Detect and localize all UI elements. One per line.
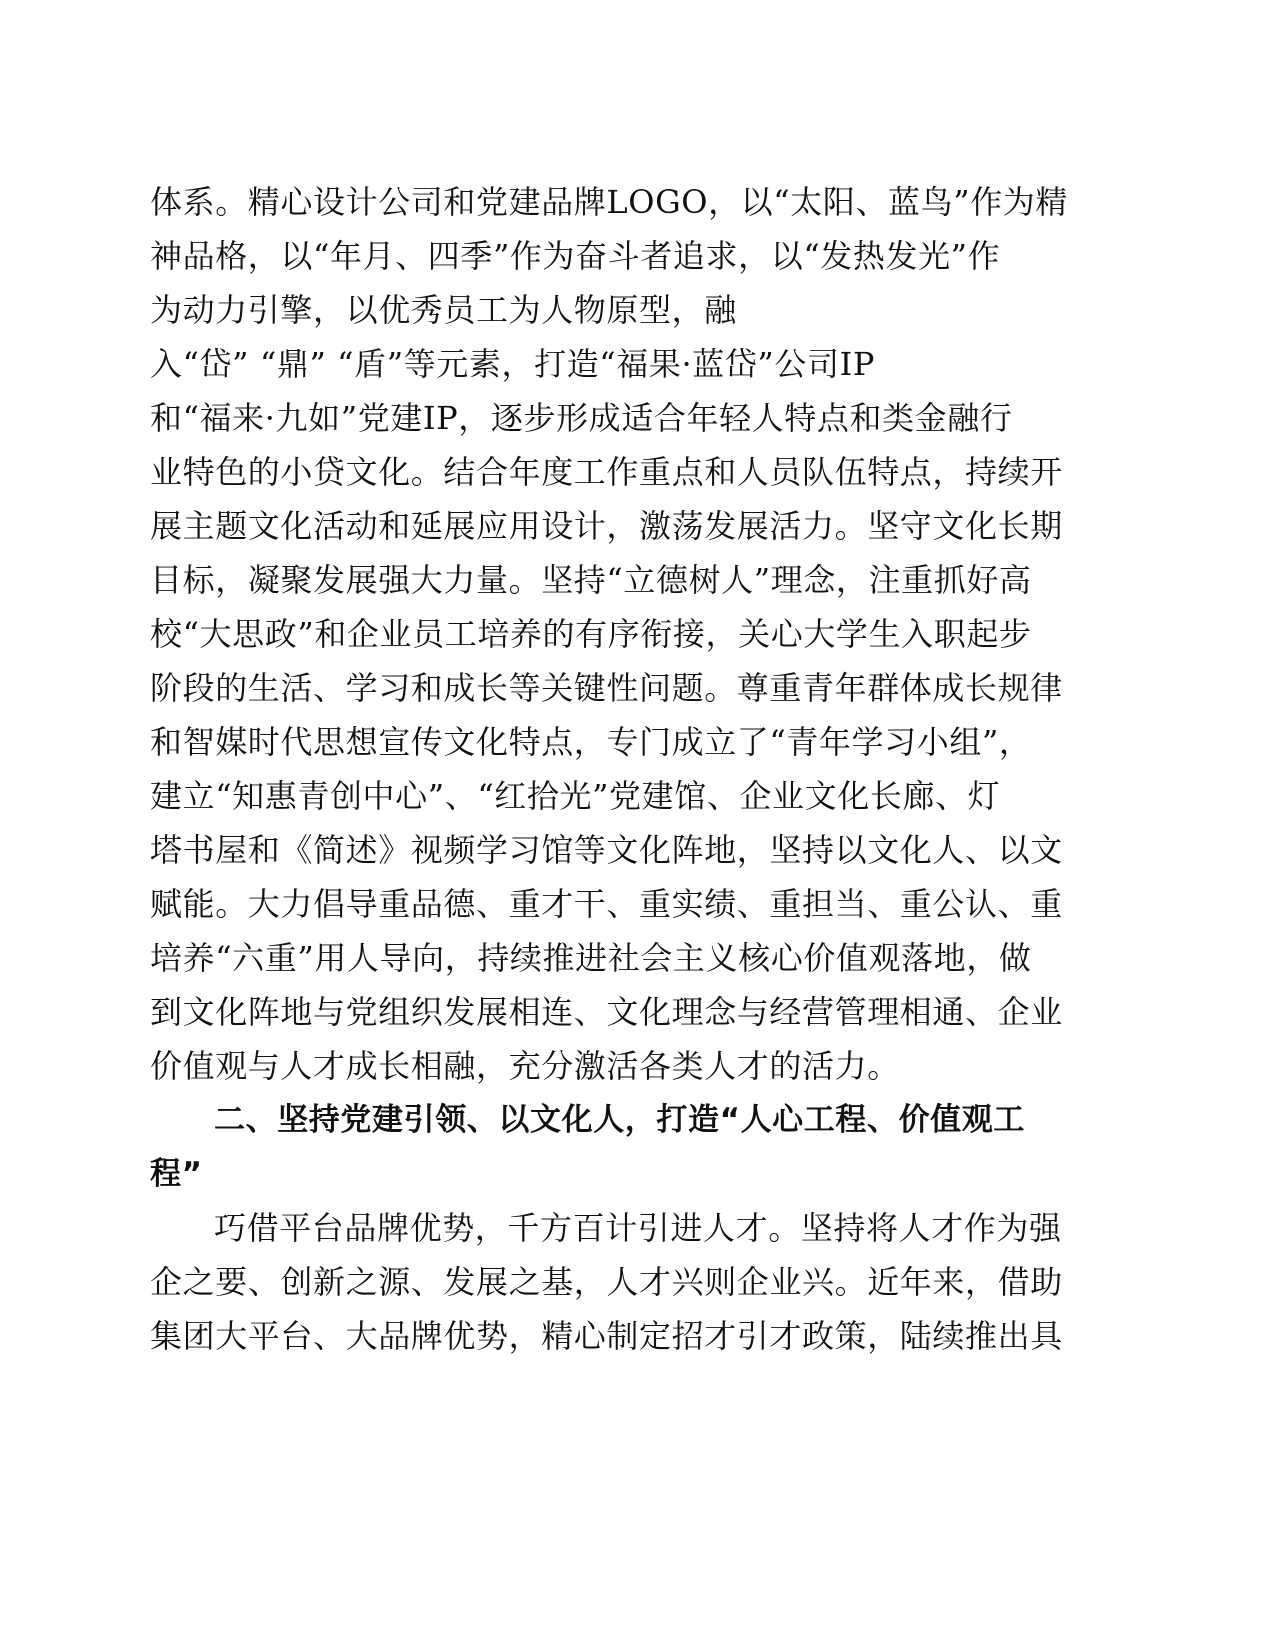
body-text-line: 和“福来·九如”党建IP，逐步形成适合年轻人特点和类金融行 bbox=[150, 399, 1013, 437]
document-page bbox=[150, 0, 1090, 1650]
body-text-line: 目标，凝聚发展强大力量。坚持“立德树人”理念，注重抓好高 bbox=[150, 561, 1032, 599]
body-text-line: 体系。精心设计公司和党建品牌LOGO，以“太阳、蓝鸟”作为精 bbox=[150, 183, 1069, 221]
body-text-line: 业特色的小贷文化。结合年度工作重点和人员队伍特点，持续开 bbox=[150, 453, 1063, 491]
body-text-line: 入“岱” “鼎” “盾”等元素，打造“福果·蓝岱”公司IP bbox=[150, 345, 875, 383]
body-text-line: 企之要、创新之源、发展之基，人才兴则企业兴。近年来，借助 bbox=[150, 1263, 1063, 1301]
body-text-line: 神品格，以“年月、四季”作为奋斗者追求，以“发热发光”作 bbox=[150, 237, 1001, 275]
body-text-line: 集团大平台、大品牌优势，精心制定招才引才政策，陆续推出具 bbox=[150, 1317, 1063, 1355]
body-text-line: 建立“知惠青创中心”、“红拾光”党建馆、企业文化长廊、灯 bbox=[150, 777, 1001, 815]
body-text-line: 培养“六重”用人导向，持续推进社会主义核心价值观落地，做 bbox=[150, 939, 1032, 977]
body-text-line: 塔书屋和《简述》视频学习馆等文化阵地，坚持以文化人、以文 bbox=[150, 831, 1063, 869]
section-heading: 二、坚持党建引领、以文化人，打造“人心工程、价值观工 bbox=[214, 1102, 1025, 1138]
body-text-line: 校“大思政”和企业员工培养的有序衔接，关心大学生入职起步 bbox=[150, 615, 1032, 653]
body-text-line: 巧借平台品牌优势，千方百计引进人才。坚持将人才作为强 bbox=[214, 1209, 1062, 1247]
body-text-line: 阶段的生活、学习和成长等关键性问题。尊重青年群体成长规律 bbox=[150, 669, 1063, 707]
body-text-line: 到文化阵地与党组织发展相连、文化理念与经营管理相通、企业 bbox=[150, 993, 1063, 1031]
body-text-line: 赋能。大力倡导重品德、重才干、重实绩、重担当、重公认、重 bbox=[150, 885, 1063, 923]
body-text-line: 价值观与人才成长相融，充分激活各类人才的活力。 bbox=[150, 1047, 900, 1085]
body-text-line: 为动力引擎，以优秀员工为人物原型，融 bbox=[150, 291, 737, 329]
section-heading-continued: 程” bbox=[150, 1156, 203, 1192]
body-text-line: 展主题文化活动和延展应用设计，激荡发展活力。坚守文化长期 bbox=[150, 507, 1063, 545]
body-text-line: 和智媒时代思想宣传文化特点，专门成立了“青年学习小组”， bbox=[150, 723, 1032, 761]
